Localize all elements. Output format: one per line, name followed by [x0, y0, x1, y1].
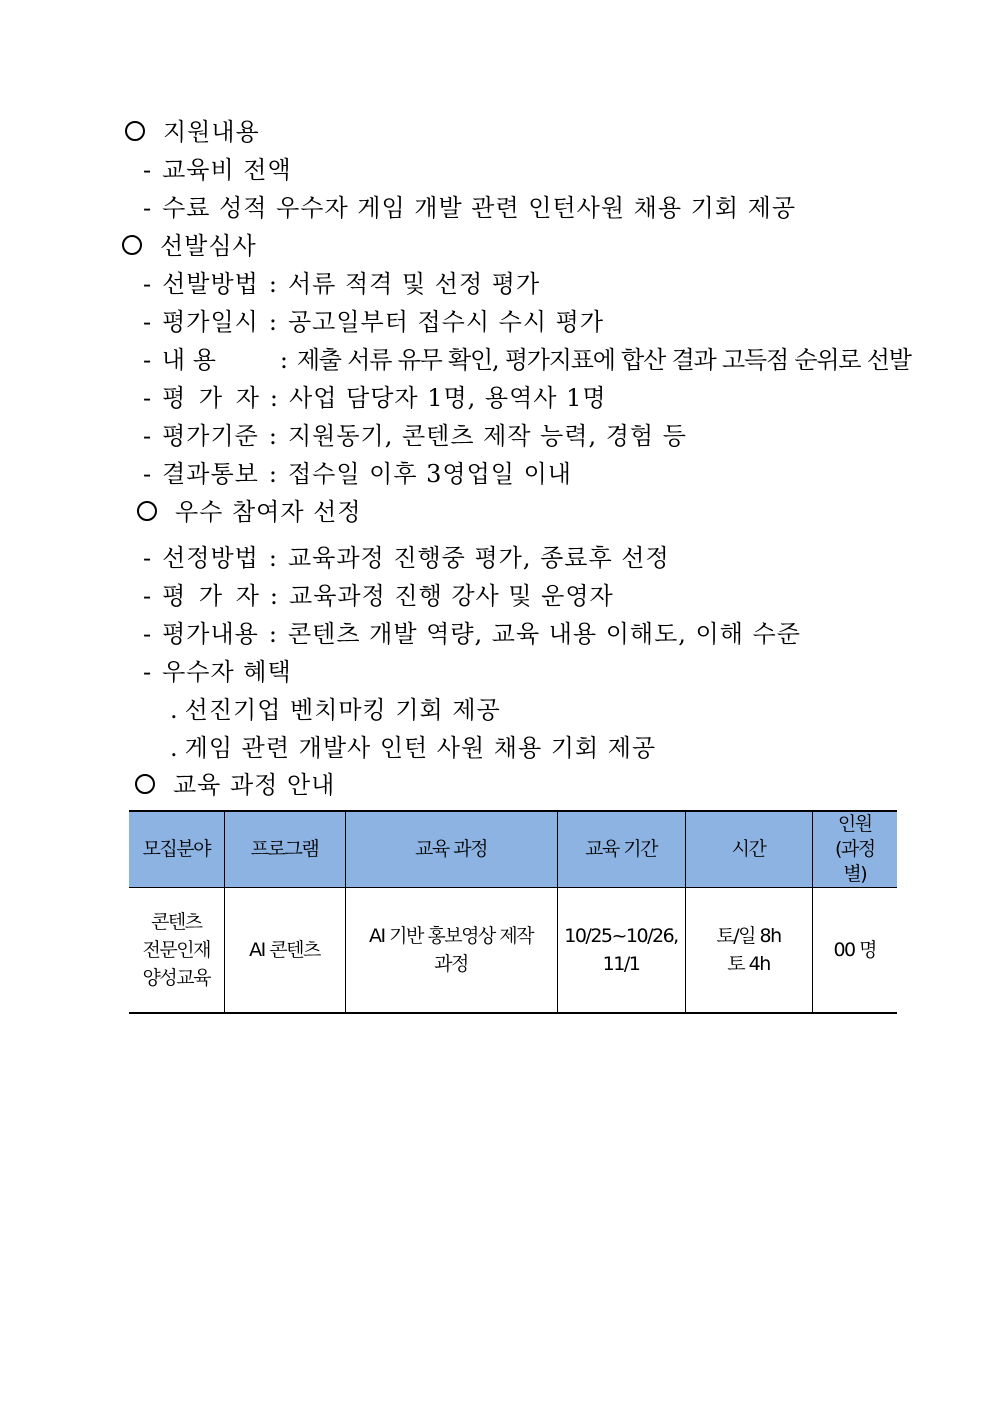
- table-cell-course: AI 기반 홍보영상 제작 과정: [345, 888, 557, 1013]
- list-item: - 평가일시 : 공고일부터 접수시 수시 평가: [143, 308, 605, 336]
- list-item: . 게임 관련 개발사 인턴 사원 채용 기회 제공: [170, 734, 657, 762]
- item-label: 평가일시: [162, 308, 259, 336]
- item-value: 사업 담당자 1명, 용역사 1명: [289, 384, 607, 412]
- benefit-title: 우수자 혜택: [162, 658, 292, 686]
- item-value: 지원동기, 콘텐츠 제작 능력, 경험 등: [287, 422, 687, 450]
- circle-bullet-icon: [122, 235, 142, 255]
- circle-bullet-icon: [125, 121, 145, 141]
- section-title: 선발심사: [160, 232, 257, 260]
- item-label: 선발방법: [162, 270, 259, 298]
- list-item: - 결과통보 : 접수일 이후 3영업일 이내: [143, 460, 572, 488]
- list-item: - 선정방법 : 교육과정 진행중 평가, 종료후 선정: [143, 544, 670, 572]
- table-header: 교육 과정: [345, 811, 557, 888]
- table-row: [129, 888, 897, 1013]
- item-value: 접수일 이후 3영업일 이내: [287, 460, 572, 488]
- section-support-heading: [125, 117, 260, 147]
- table-header-row: [129, 811, 897, 888]
- circle-bullet-icon: [135, 774, 155, 794]
- table-header: 모집분야: [129, 811, 224, 888]
- list-item: - 평 가 자 : 사업 담당자 1명, 용역사 1명: [143, 384, 607, 412]
- item-label: 평가내용: [162, 620, 259, 648]
- section-excellent-heading: [137, 497, 362, 527]
- list-item: . 선진기업 벤치마킹 기회 제공: [170, 696, 501, 724]
- list-item: - 내 용 : 제출 서류 유무 확인, 평가지표에 합산 결과 고득점 순위로 선발: [143, 346, 911, 374]
- course-table: [129, 810, 897, 1014]
- table-cell-program: AI 콘텐츠: [224, 888, 345, 1013]
- item-label: 선정방법: [162, 544, 259, 572]
- list-item: - 평가기준 : 지원동기, 콘텐츠 제작 능력, 경험 등: [143, 422, 687, 450]
- list-item: - 수료 성적 우수자 게임 개발 관련 인턴사원 채용 기회 제공: [143, 194, 796, 222]
- table-cell-people: 00 명: [812, 888, 897, 1013]
- table-header: 시간: [685, 811, 812, 888]
- section-course-heading: [135, 770, 335, 800]
- item-value: 교육과정 진행 강사 및 운영자: [289, 582, 614, 610]
- item-label: 결과통보: [162, 460, 259, 488]
- section-title: 교육 과정 안내: [173, 771, 336, 799]
- list-item: - 우수자 혜택: [143, 658, 292, 686]
- item-label: 평 가 자: [162, 582, 260, 610]
- table-cell-time: 토/일 8h 토 4h: [685, 888, 812, 1013]
- circle-bullet-icon: [137, 501, 157, 521]
- section-selection-heading: [122, 231, 257, 261]
- table-header: 교육 기간: [557, 811, 685, 888]
- item-value: 콘텐츠 개발 역량, 교육 내용 이해도, 이해 수준: [287, 620, 801, 648]
- table-header: 인원 (과정별): [812, 811, 897, 888]
- list-item: - 교육비 전액: [143, 156, 292, 184]
- item-value: 교육과정 진행중 평가, 종료후 선정: [287, 544, 670, 572]
- item-label: 내 용: [161, 346, 216, 374]
- list-item: - 평 가 자 : 교육과정 진행 강사 및 운영자: [143, 582, 614, 610]
- section-title: 우수 참여자 선정: [175, 498, 362, 526]
- list-item: - 평가내용 : 콘텐츠 개발 역량, 교육 내용 이해도, 이해 수준: [143, 620, 801, 648]
- list-item: - 선발방법 : 서류 적격 및 선정 평가: [143, 270, 541, 298]
- item-label: 평가기준: [162, 422, 259, 450]
- item-value: 서류 적격 및 선정 평가: [287, 270, 541, 298]
- section-title: 지원내용: [163, 118, 260, 146]
- table-cell-field: 콘텐츠 전문인재 양성교육: [129, 888, 224, 1013]
- item-label: 평 가 자: [162, 384, 260, 412]
- table-cell-period: 10/25~10/26, 11/1: [557, 888, 685, 1013]
- table-header: 프로그램: [224, 811, 345, 888]
- item-value: 공고일부터 접수시 수시 평가: [287, 308, 605, 336]
- item-value: 제출 서류 유무 확인, 평가지표에 합산 결과 고득점 순위로 선발: [296, 346, 911, 374]
